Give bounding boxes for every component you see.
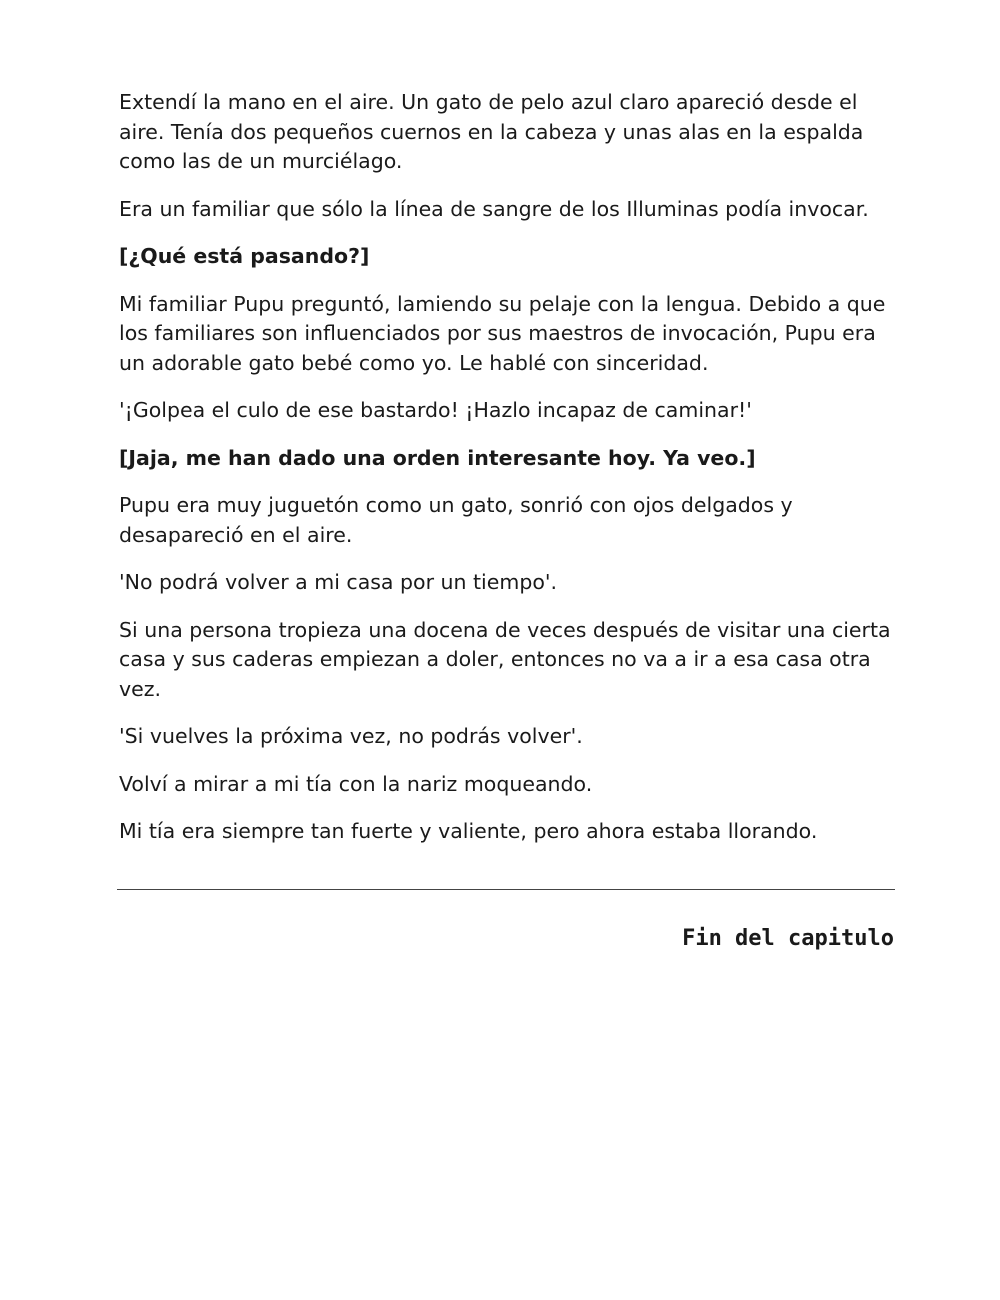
paragraph: Era un familiar que sólo la línea de sangre de los Illuminas podía invocar. xyxy=(119,196,869,221)
chapter-body xyxy=(119,88,894,865)
paragraph: Mi tía era siempre tan fuerte y valiente, pero ahora estaba llorando. xyxy=(119,819,818,843)
paragraph: 'No podrá volver a mi casa por un tiempo'. xyxy=(119,570,558,594)
paragraph: 'Si vuelves la próxima vez, no podrás volver'. xyxy=(119,724,583,748)
paragraph: Mi familiar Pupu preguntó, lamiendo su pelaje con la lengua. Debido a que los familiares son influenciados por sus maestros de invocación, Pupu era un adorable gato bebé como yo. Le hablé con sinceridad. xyxy=(119,291,886,375)
paragraph: '¡Golpea el culo de ese bastardo! ¡Hazlo incapaz de caminar!' xyxy=(119,398,752,422)
dialogue-bold: [Jaja, me han dado una orden interesante hoy. Ya veo.] xyxy=(119,445,756,470)
chapter-end-label: Fin del capitulo xyxy=(682,926,894,951)
horizontal-divider xyxy=(117,889,895,890)
paragraph: Volví a mirar a mi tía con la nariz moqueando. xyxy=(119,771,593,796)
paragraph: Extendí la mano en el aire. Un gato de pelo azul claro apareció desde el aire. Tenía dos pequeños cuernos en la cabeza y unas alas en la espalda como las de un murciélago. xyxy=(119,90,864,173)
dialogue-bold: [¿Qué está pasando?] xyxy=(119,244,370,268)
paragraph: Pupu era muy juguetón como un gato, sonrió con ojos delgados y desapareció en el aire. xyxy=(119,493,793,547)
paragraph: Si una persona tropieza una docena de veces después de visitar una cierta casa y sus caderas empiezan a doler, entonces no va a ir a esa casa otra vez. xyxy=(119,617,891,701)
